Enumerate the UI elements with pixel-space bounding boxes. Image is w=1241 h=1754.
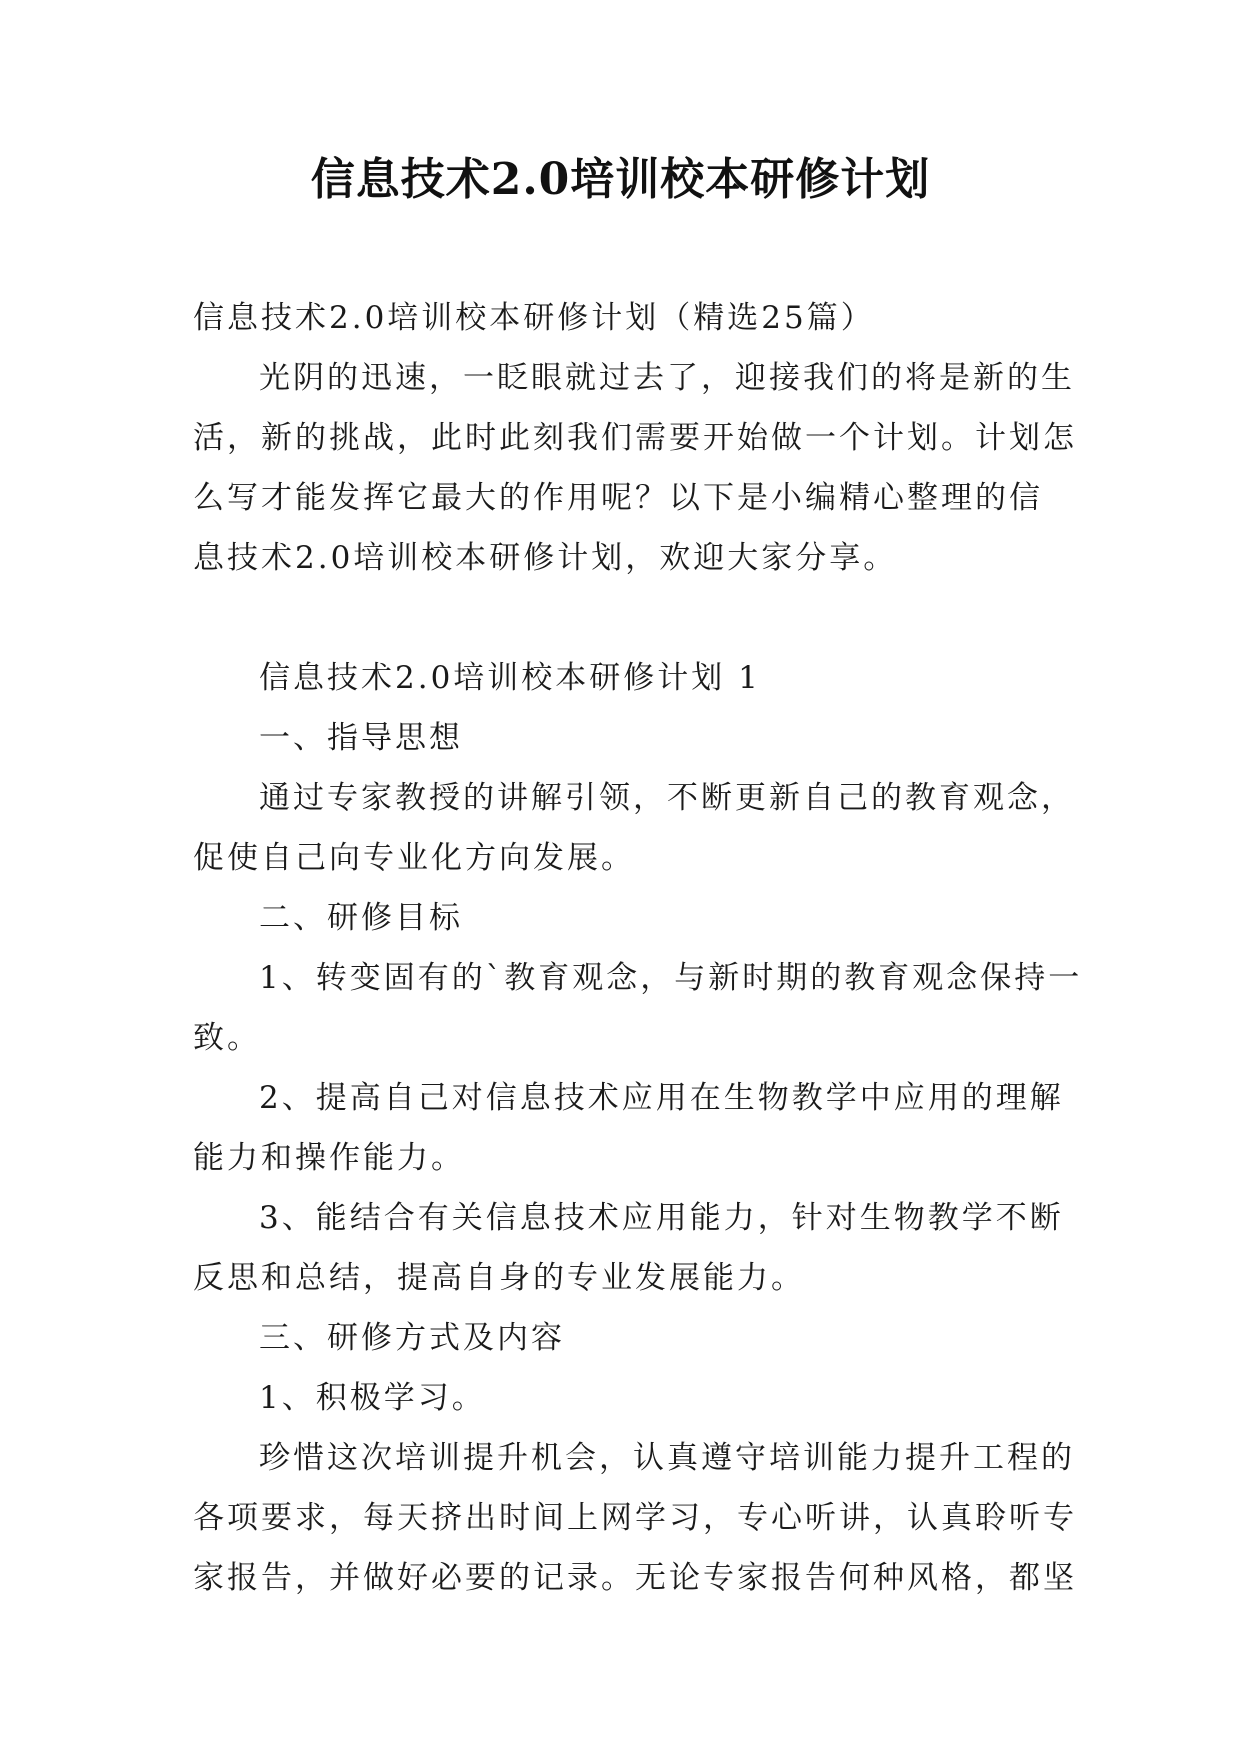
paragraph-line: 珍惜这次培训提升机会，认真遵守培训能力提升工程的 <box>259 1440 1075 1476</box>
paragraph-line: 息技术2.0培训校本研修计划，欢迎大家分享。 <box>193 540 898 576</box>
paragraph-line: 能力和操作能力。 <box>193 1140 465 1176</box>
method-paragraph <box>193 1428 1077 1608</box>
paragraph-line: 光阴的迅速，一眨眼就过去了，迎接我们的将是新的生 <box>259 360 1075 396</box>
paragraph-line: 活，新的挑战，此时此刻我们需要开始做一个计划。计划怎 <box>193 420 1077 456</box>
paragraph-line: 3、能结合有关信息技术应用能力，针对生物教学不断 <box>259 1200 1064 1236</box>
paragraph-line: 反思和总结，提高自身的专业发展能力。 <box>193 1260 805 1296</box>
paragraph-line: 家报告，并做好必要的记录。无论专家报告何种风格，都坚 <box>193 1560 1077 1596</box>
goal-item-1 <box>193 948 1083 1068</box>
heading-guiding-thought: 一、指导思想 <box>259 720 463 756</box>
document-title: 信息技术2.0培训校本研修计划 <box>310 154 931 205</box>
paragraph-spacer <box>193 588 1053 648</box>
intro-paragraph <box>193 348 1077 588</box>
paragraph-line: 1、转变固有的`教育观念，与新时期的教育观念保持一 <box>259 960 1083 996</box>
method-item-1: 1、积极学习。 <box>259 1380 486 1416</box>
paragraph-line: 各项要求，每天挤出时间上网学习，专心听讲，认真聆听专 <box>193 1500 1077 1536</box>
guiding-thought-paragraph <box>193 768 1075 888</box>
paragraph-line: 通过专家教授的讲解引领，不断更新自己的教育观念， <box>259 780 1075 816</box>
paragraph-line: 么写才能发挥它最大的作用呢？以下是小编精心整理的信 <box>193 480 1043 516</box>
paragraph-line: 2、提高自己对信息技术应用在生物教学中应用的理解 <box>259 1080 1064 1116</box>
goal-item-3 <box>193 1188 1064 1308</box>
paragraph-line: 致。 <box>193 1020 261 1056</box>
document-body <box>193 288 1083 1608</box>
heading-study-methods: 三、研修方式及内容 <box>259 1320 565 1356</box>
goal-item-2 <box>193 1068 1064 1188</box>
heading-study-goals: 二、研修目标 <box>259 900 463 936</box>
paragraph-line: 促使自己向专业化方向发展。 <box>193 840 635 876</box>
section-title: 信息技术2.0培训校本研修计划 1 <box>259 660 761 696</box>
document-subtitle: 信息技术2.0培训校本研修计划（精选25篇） <box>193 300 875 336</box>
